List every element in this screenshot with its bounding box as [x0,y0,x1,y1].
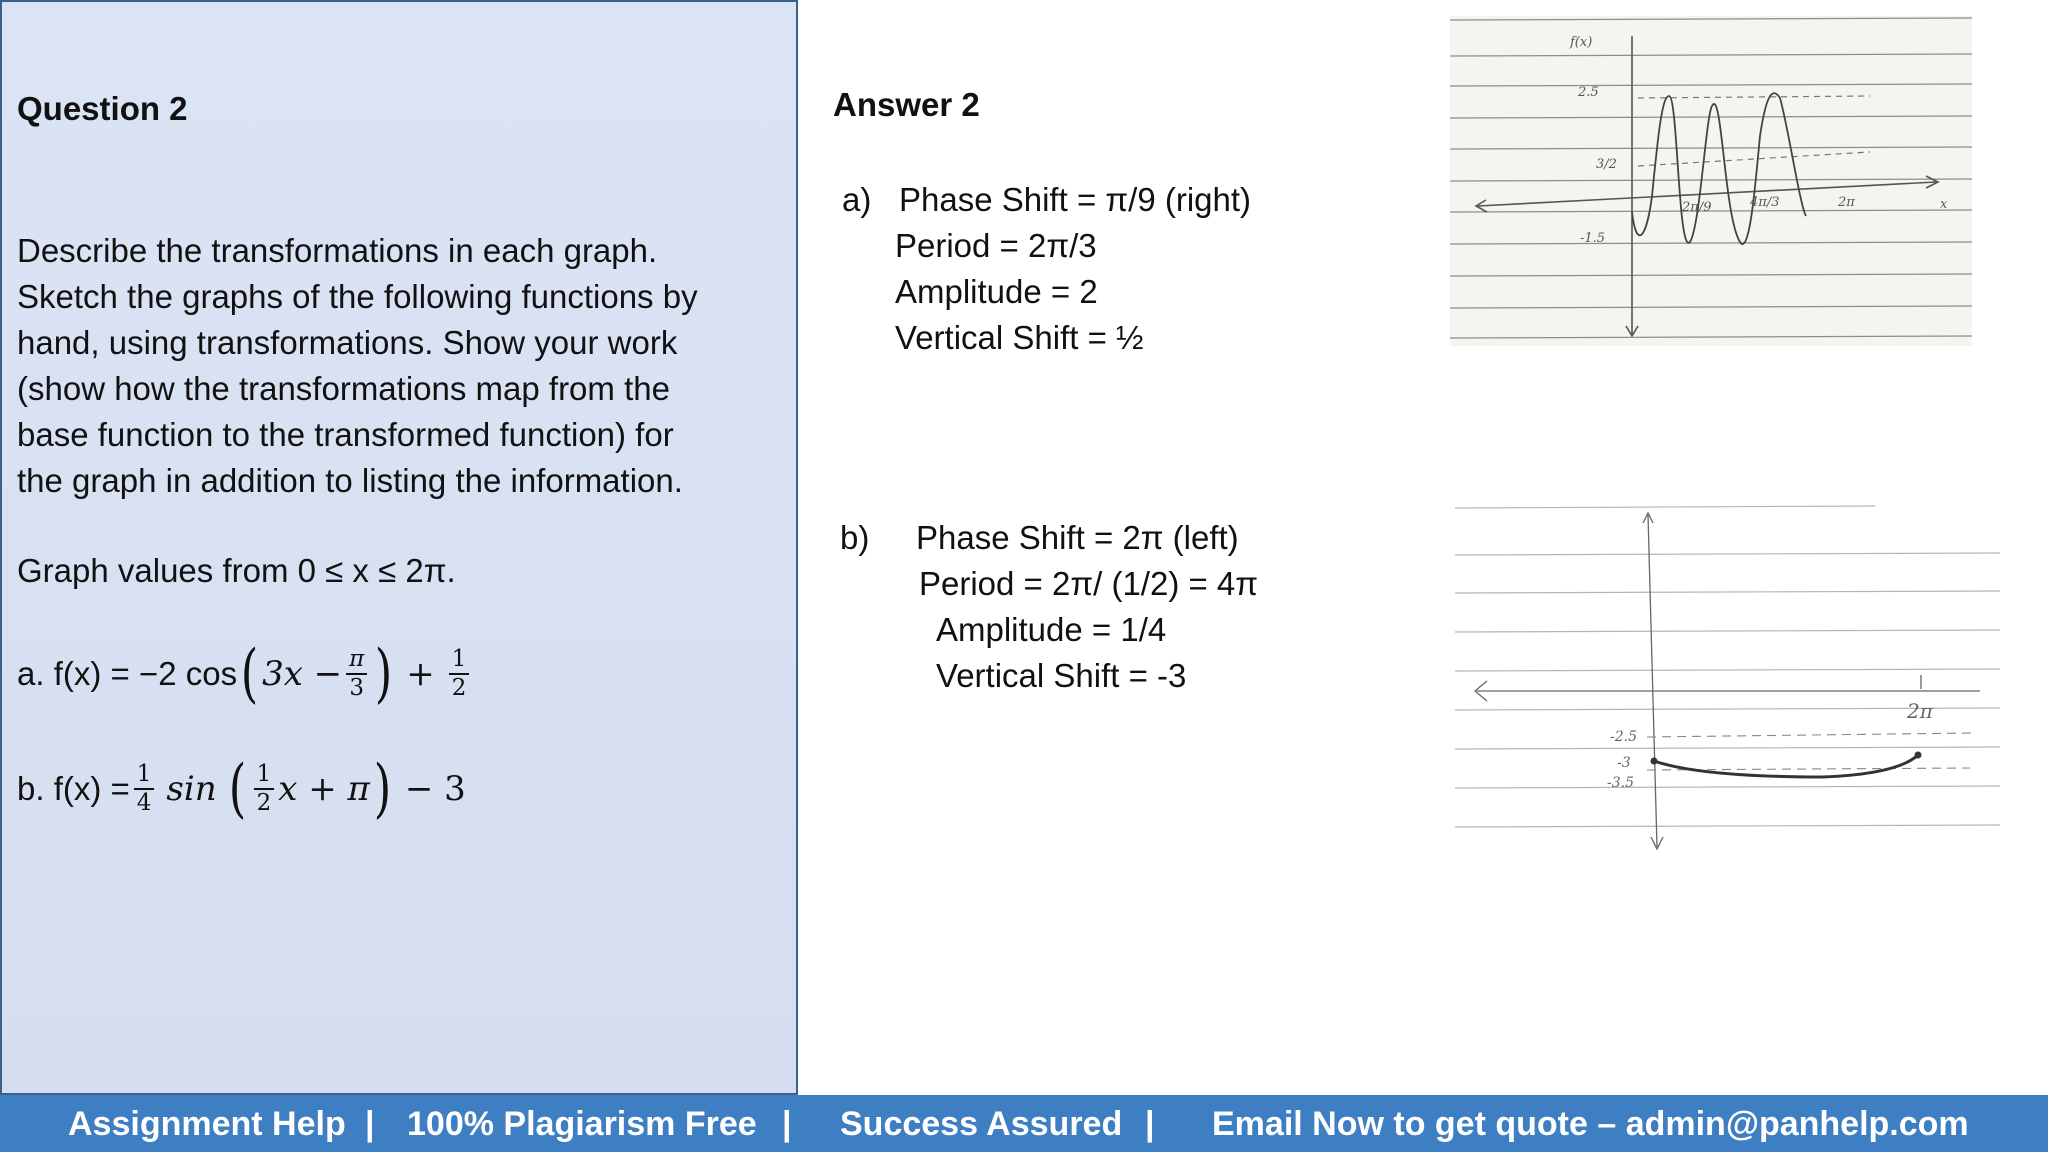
tick-label: -2.5 [1610,729,1637,745]
question-body [17,228,787,504]
question-title: Question 2 [17,90,188,127]
curve-endpoint [1915,752,1922,759]
answer-a-line: Period = 2π/3 [895,227,1097,264]
fraction-denominator: 2 [451,675,467,701]
tick-label: 3/2 [1596,157,1617,172]
answer-b-label: b) [840,519,870,556]
function-a-phase-fraction [346,646,367,702]
fraction-denominator: 3 [349,675,365,701]
fraction-numerator: 1 [449,646,470,675]
function-b-sin: sin [166,769,217,809]
tick-label: 2π [1907,699,1933,723]
tick-label: 2π/9 [1682,200,1712,215]
footer-separator: | [365,1105,375,1143]
close-paren: ) [375,637,393,711]
footer-plagiarism-free: 100% Plagiarism Free [407,1105,757,1143]
function-b [17,752,476,826]
function-a-plus: + [406,654,435,694]
function-b-amplitude-fraction [134,761,155,817]
sketch-b-photo [1455,505,2000,860]
curve-endpoint [1651,758,1658,765]
footer-email-quote[interactable]: Email Now to get quote – admin@panhelp.com [1212,1105,1969,1143]
footer-success-assured: Success Assured [840,1105,1123,1143]
open-paren: ( [240,637,259,711]
tick-label: -3 [1617,755,1631,771]
sketch-a-photo [1450,16,1972,346]
footer-banner [0,1095,2048,1152]
question-line: (show how the transformations map from the [17,370,670,407]
answer-a-line: Amplitude = 2 [895,273,1098,310]
function-a-inner: 3x − [262,654,343,694]
paper-background [1455,505,2000,860]
answer-title: Answer 2 [833,86,980,123]
tick-label: 4π/3 [1750,195,1780,210]
answer-a-line: Vertical Shift = ½ [895,319,1144,356]
function-a-prefix: a. f(x) = −2 cos [17,655,238,692]
tick-label: 2.5 [1578,85,1599,100]
function-b-coefficient-fraction [254,761,275,817]
fraction-numerator: 1 [254,761,275,790]
answer-b-line: Phase Shift = 2π (left) [916,519,1239,556]
question-panel [0,0,798,1095]
fraction-numerator: π [346,646,367,675]
tick-label: -1.5 [1580,231,1606,246]
tick-label: -3.5 [1607,775,1634,791]
close-paren: ) [373,752,392,826]
question-line: base function to the transformed function) for [17,416,674,453]
fraction-denominator: 4 [136,790,152,816]
open-paren: ( [228,752,246,826]
answer-b-line: Vertical Shift = -3 [936,657,1187,694]
function-b-inner: x + π [278,769,370,809]
answer-b-line: Period = 2π/ (1/2) = 4π [919,565,1259,602]
footer-separator: | [1145,1105,1155,1143]
question-line: Sketch the graphs of the following functions by [17,278,698,315]
question-line: hand, using transformations. Show your work [17,324,678,361]
footer-separator: | [782,1105,792,1143]
function-a [17,637,473,711]
fraction-numerator: 1 [134,761,155,790]
function-a-constant-fraction [449,646,470,702]
function-b-prefix: b. f(x) = [17,770,130,807]
answer-a-label: a) [842,181,872,218]
fraction-denominator: 2 [256,790,272,816]
function-b-tail: − 3 [404,769,466,809]
answer-b-line: Amplitude = 1/4 [936,611,1167,648]
graph-range-text: Graph values from 0 ≤ x ≤ 2π. [17,552,456,589]
tick-label: 2π [1838,195,1855,210]
footer-assignment-help: Assignment Help [68,1105,346,1143]
axis-y-label: f(x) [1570,35,1593,50]
axis-x-label: x [1940,197,1948,212]
question-line: Describe the transformations in each graph. [17,232,658,269]
question-line: the graph in addition to listing the information. [17,462,683,499]
answer-a-line: Phase Shift = π/9 (right) [899,181,1252,218]
